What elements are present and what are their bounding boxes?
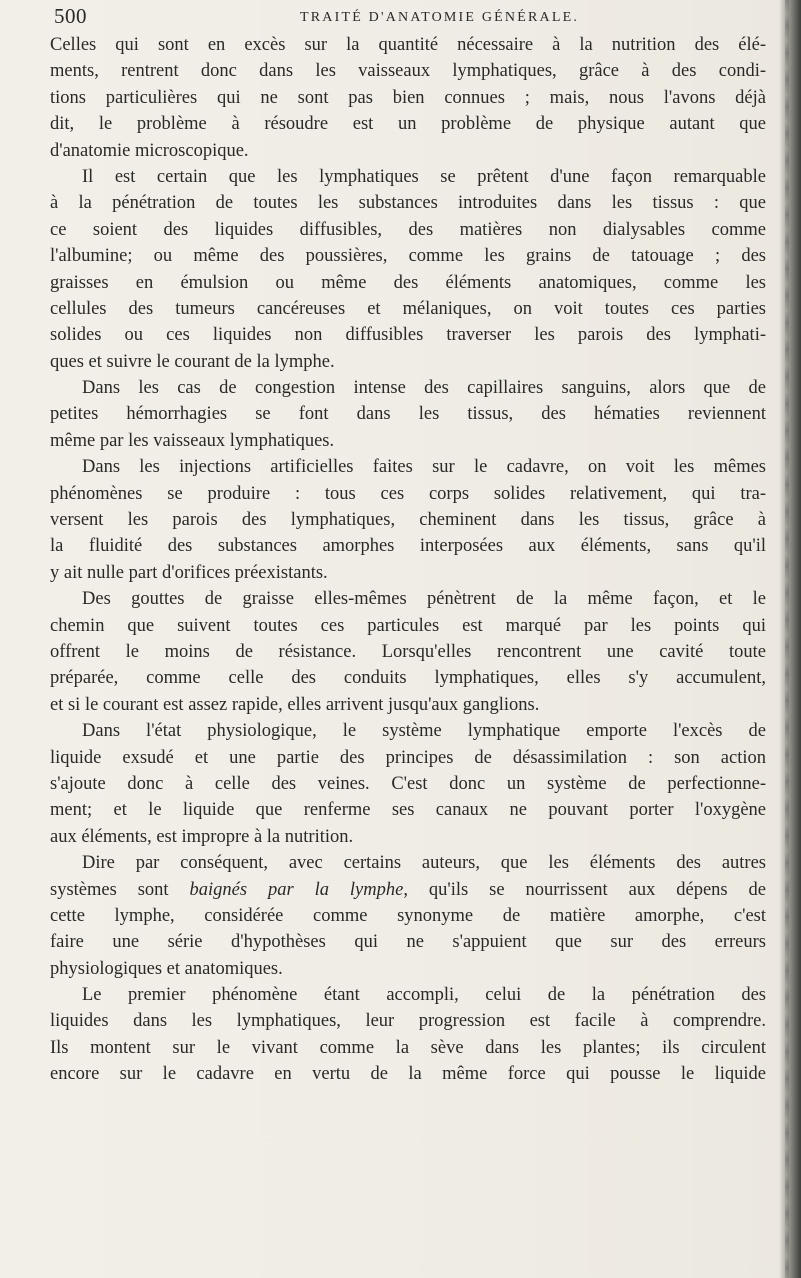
text-line: encore sur le cadavre en vertu de la même force qui pousse le liquide	[50, 1064, 766, 1085]
text-line: ments, rentrent donc dans les vaisseaux lymphatiques, grâce à des condi-	[50, 61, 766, 82]
text-line: y ait nulle part d'orifices préexistants.	[50, 562, 328, 583]
text-line: faire une série d'hypothèses qui ne s'appuient que sur des erreurs	[50, 932, 766, 953]
text-line: graisses en émulsion ou même des éléments anatomiques, comme les	[50, 272, 766, 293]
text-line: phénomènes se produire : tous ces corps solides relativement, qui tra-	[50, 483, 766, 504]
text-line: tions particulières qui ne sont pas bien connues ; mais, nous l'avons déjà	[50, 87, 766, 108]
text-line: cette lymphe, considérée comme synonyme de matière amorphe, c'est	[50, 905, 766, 926]
text-line: et si le courant est assez rapide, elles arrivent jusqu'aux ganglions.	[50, 694, 540, 715]
text-line: chemin que suivent toutes ces particules est marqué par les points qui	[50, 615, 766, 636]
text-line: ques et suivre le courant de la lymphe.	[50, 351, 335, 372]
text-line: préparée, comme celle des conduits lymphatiques, elles s'y accumulent,	[50, 668, 766, 689]
text-line: même par les vaisseaux lymphatiques.	[50, 430, 335, 451]
running-title: TRAITÉ D'ANATOMIE GÉNÉRALE.	[300, 10, 580, 25]
body-text	[50, 32, 766, 1088]
text-line: physiologiques et anatomiques.	[50, 958, 283, 979]
text-line: d'anatomie microscopique.	[50, 140, 249, 161]
text-line: liquide exsudé et une partie des principes de désassimilation : son action	[50, 747, 766, 768]
text-line: petites hémorrhagies se font dans les tissus, des hématies reviennent	[50, 404, 766, 425]
text-line: Des gouttes de graisse elles-mêmes pénètrent de la même façon, et le	[82, 589, 766, 610]
text-line: Ils montent sur le vivant comme la sève dans les plantes; ils circulent	[50, 1037, 766, 1058]
text-line: Il est certain que les lymphatiques se prêtent d'une façon remarquable	[82, 166, 766, 187]
page-number: 500	[54, 4, 87, 28]
text-line: offrent le moins de résistance. Lorsqu'elles rencontrent une cavité toute	[50, 641, 766, 662]
text-line: s'ajoute donc à celle des veines. C'est donc un système de perfectionne-	[50, 773, 766, 794]
text-line: l'albumine; ou même des poussières, comme les grains de tatouage ; des	[50, 246, 766, 267]
text-line: Dans les cas de congestion intense des capillaires sanguins, alors que de	[82, 378, 766, 399]
emphasized-phrase: baignés par la lymphe	[189, 879, 404, 900]
text-line: Dans les injections artificielles faites sur le cadavre, on voit les mêmes	[82, 457, 766, 478]
text-line: Dire par conséquent, avec certains auteurs, que les éléments des autres	[82, 853, 766, 874]
text-line: solides ou ces liquides non diffusibles traverser les parois des lymphati-	[50, 325, 766, 346]
text-line: ment; et le liquide que renferme ses canaux ne pouvant porter l'oxygène	[50, 800, 766, 821]
text-line: versent les parois des lymphatiques, cheminent dans les tissus, grâce à	[50, 510, 766, 531]
text-line: Celles qui sont en excès sur la quantité nécessaire à la nutrition des élé-	[50, 35, 766, 55]
text-line: ce soient des liquides diffusibles, des matières non dialysables comme	[50, 219, 766, 240]
text-line: à la pénétration de toutes les substances introduites dans les tissus : que	[50, 193, 766, 214]
text-line: dit, le problème à résoudre est un problème de physique autant que	[50, 114, 766, 135]
page-binding-edge	[779, 0, 801, 1278]
text-line: la fluidité des substances amorphes interposées aux éléments, sans qu'il	[50, 536, 766, 557]
text-line: systèmes sont baignés par la lymphe, qu'ils se nourrissent aux dépens de	[50, 879, 766, 900]
running-header	[40, 4, 760, 30]
text-line: cellules des tumeurs cancéreuses et mélaniques, on voit toutes ces parties	[50, 298, 766, 319]
text-line: aux éléments, est impropre à la nutrition.	[50, 826, 354, 847]
text-line: Le premier phénomène étant accompli, celui de la pénétration des	[82, 985, 766, 1006]
text-line: liquides dans les lymphatiques, leur progression est facile à comprendre.	[50, 1011, 766, 1032]
text-line: Dans l'état physiologique, le système lymphatique emporte l'excès de	[82, 721, 766, 742]
